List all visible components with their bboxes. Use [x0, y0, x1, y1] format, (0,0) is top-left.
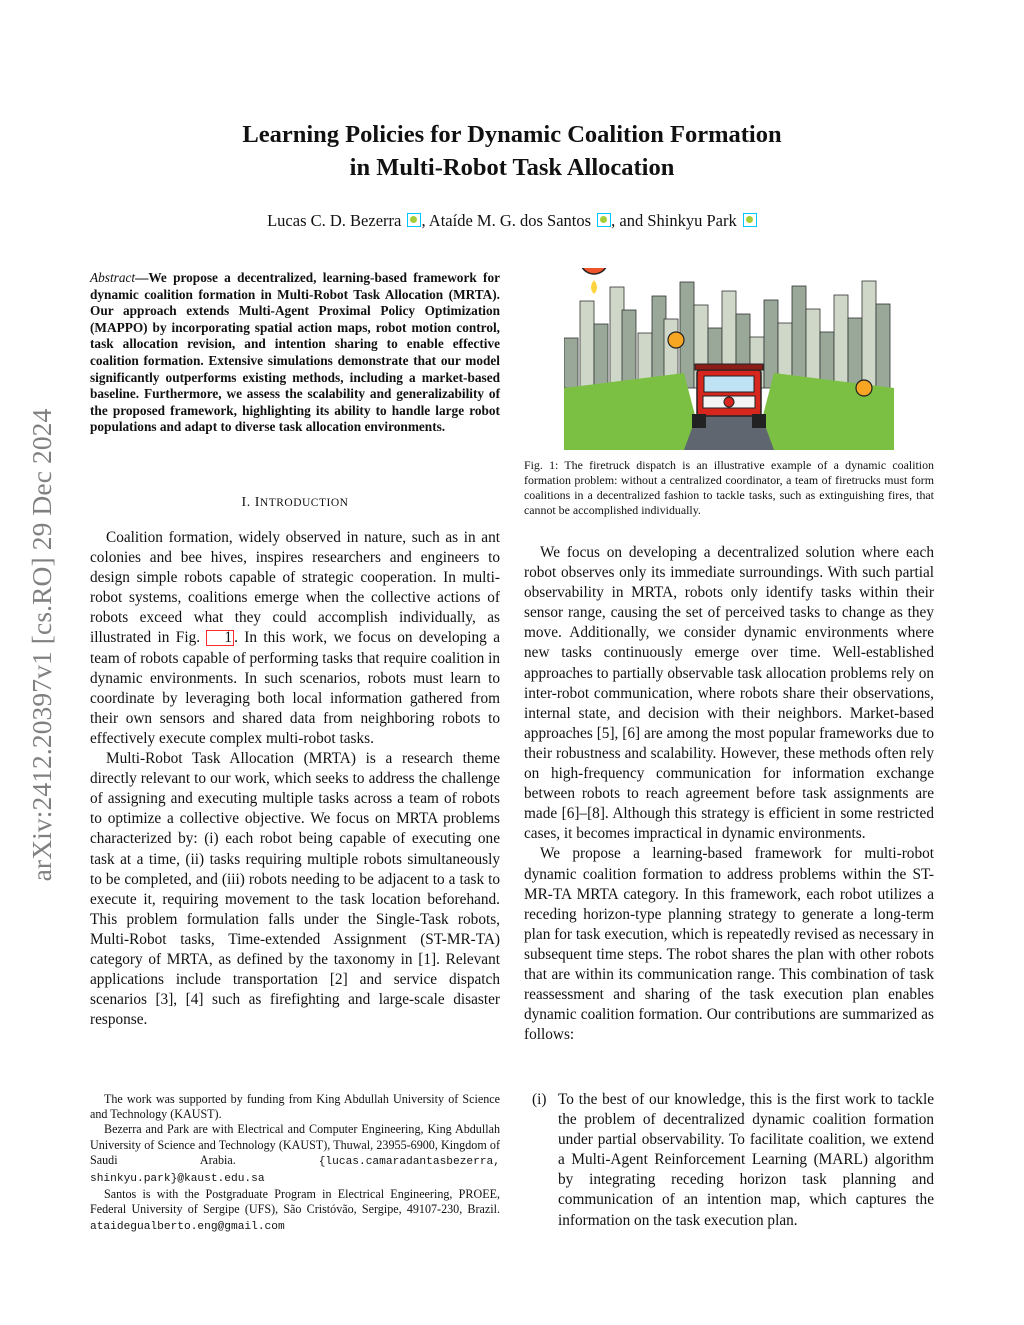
section-first-letter: I	[254, 495, 260, 510]
abstract-dash: —	[135, 270, 149, 285]
abstract-label: Abstract	[90, 270, 136, 285]
title-line-1: Learning Policies for Dynamic Coalition Formation	[242, 121, 782, 148]
building	[834, 295, 848, 388]
intro-p1-part-a: Coalition formation, widely observed in nature, such as in ant colonies and bee hives, inspires researchers and engineers to design simple robots capable of strategic cooperation. In multi-robot systems, coalitions emerge when the collective actions of robots exceed what they could accomplish individually, as illustrated in Fig.	[90, 529, 500, 647]
author-3: , and Shinkyu Park	[611, 211, 737, 230]
fire-marker-icon	[668, 332, 684, 348]
footnote-affiliation-1	[90, 1122, 500, 1187]
intro-paragraph-1	[90, 528, 500, 749]
section-number: I.	[241, 495, 251, 510]
orcid-icon[interactable]	[597, 213, 611, 227]
orcid-icon[interactable]	[743, 213, 757, 227]
author-list	[90, 210, 934, 232]
intro-p1-part-b: . In this work, we focus on developing a team of robots capable of performing tasks that require coalition in dynamic environments. In such scenarios, robots must learn to coordinate by leveraging both local information gathered from their own sensors and shared data from neighboring robots to effectively execute complex multi-robot tasks.	[90, 629, 500, 747]
section-heading	[90, 495, 500, 511]
footnote-funding: The work was supported by funding from King Abdullah University of Science and Technology (KAUST).	[90, 1092, 500, 1122]
building	[806, 309, 820, 388]
contribution-text: To the best of our knowledge, this is the first work to tackle the problem of decentralized dynamic coalition formation under partial observability. To facilitate coalition, we extend a Multi-Agent Reinforcement Learning (MARL) algorithm by integrating receding horizon task planning and communication of an intention map, which captures the information on the task execution plan.	[558, 1091, 934, 1229]
author-1: Lucas C. D. Bezerra	[267, 211, 402, 230]
paper-title	[90, 118, 934, 184]
abstract-text: We propose a decentralized, learning-based framework for dynamic coalition formation in Multi-Robot Task Allocation (MRTA). Our approach extends Multi-Agent Proximal Policy Optimization (MAPPO) by incorporating spatial action maps, robot motion control, task allocation revision, and intention sharing to enable effective coalition formation. Extensive simulations demonstrate that our model significantly outperforms existing methods, including a market-based baseline. Furthermore, we assess the scalability and generalizability of the proposed framework, highlighting its ability to handle large robot populations and adapt to diverse task allocation environments.	[90, 270, 500, 435]
intro-paragraph-2: Multi-Robot Task Allocation (MRTA) is a research theme directly relevant to our work, which seeks to address the challenge of assigning and executing multiple tasks across a team of robots to optimize a collective objective. We focus on MRTA problems characterized by: (i) each robot being capable of executing one task at a time, (ii) tasks requiring multiple robots simultaneously to be completed, and (iii) robots needing to be adjacent to a task to execute it, requiring movement to the task location beforehand. This problem formulation falls under the Single-Task robots, Multi-Robot tasks, Time-extended Assignment (ST-MR-TA) category of MRTA, as defined by the taxonomy in [1]. Relevant applications include transportation [2] and service dispatch scenarios [3], [4] such as firefighting and large-scale disaster response.	[90, 750, 500, 1029]
email-link[interactable]: ataidegualberto.eng@gmail.com	[90, 1220, 285, 1233]
title-line-2: in Multi-Robot Task Allocation	[349, 154, 675, 181]
intro-text	[90, 528, 500, 1030]
building	[594, 324, 608, 388]
email-link[interactable]: {lucas.camaradantasbezerra, shinkyu.park}@kaust.edu.sa	[90, 1155, 500, 1186]
footnote-affil-2-text: Santos is with the Postgraduate Program in Electrical Engineering, PROEE, Federal University of Sergipe (UFS), São Cristóvão, Sergipe, 49107-230, Brazil.	[90, 1187, 500, 1217]
right-paragraph-2: We propose a learning-based framework for multi-robot dynamic coalition formation to address problems within the ST-MR-TA MRTA category. In this framework, each robot utilizes a receding horizon-type planning strategy to generate a long-term plan for task execution, which is repeatedly revised as necessary in subsequent time steps. The robot shares the plan with other robots that are within its communication range. This combination of task reassessment and sharing of the task execution plan enables dynamic coalition formation. Our contributions are summarized as follows:	[524, 845, 934, 1044]
right-paragraph-1: We focus on developing a decentralized solution where each robot observes only its immediate surroundings. With such partial observability in MRTA, robots only identify tasks within their sensor range, causing the set of perceived tasks to change as they move. Additionally, we consider dynamic environments where new tasks continuously emerge over time. Well-established approaches to partially observable task allocation problems rely on inter-robot communication, where robots share their observations, internal state, and decision with their neighbors. Market-based approaches [5], [6] are among the most popular frameworks due to their robustness and scalability. However, these methods often rely on high-frequency communication for information exchange between robots to reach agreement before task assignments are made [6]–[8]. Although this strategy is efficient in some restricted cases, it becomes impractical in dynamic environments.	[524, 544, 934, 843]
building	[876, 304, 890, 388]
building	[792, 286, 806, 388]
author-2: , Ataíde M. G. dos Santos	[421, 211, 592, 230]
footnotes	[90, 1092, 500, 1235]
footnote-affil-1-text: Bezerra and Park are with Electrical and Computer Engineering, King Abdullah University of Science and Technology (KAUST), Thuwal, 23955-6900, Kingdom of Saudi Arabia.	[90, 1122, 500, 1167]
building	[862, 281, 876, 388]
building	[848, 318, 862, 388]
contribution-label: (i)	[532, 1091, 547, 1108]
fire-marker-icon	[856, 380, 872, 396]
arxiv-id: arXiv:2412.20397v1 [cs.RO] 29 Dec 2024	[26, 408, 57, 882]
right-column-text	[524, 543, 934, 1045]
footnote-affiliation-2	[90, 1187, 500, 1235]
arxiv-watermark	[22, 340, 62, 950]
figure-illustration	[564, 268, 894, 450]
figure-ref-link[interactable]: 1	[206, 630, 234, 646]
building	[564, 338, 578, 388]
section-title-rest: NTRODUCTION	[259, 497, 349, 509]
building	[622, 310, 636, 388]
figure-caption: Fig. 1: The firetruck dispatch is an illustrative example of a dynamic coalition formation problem: without a centralized coordinator, a team of firetrucks must form coalitions in a decentralized fashion to tackle tasks, such as extinguishing fires, that cannot be accomplished individually.	[524, 458, 934, 517]
building	[580, 301, 594, 388]
orcid-icon[interactable]	[407, 213, 421, 227]
abstract	[90, 270, 500, 436]
